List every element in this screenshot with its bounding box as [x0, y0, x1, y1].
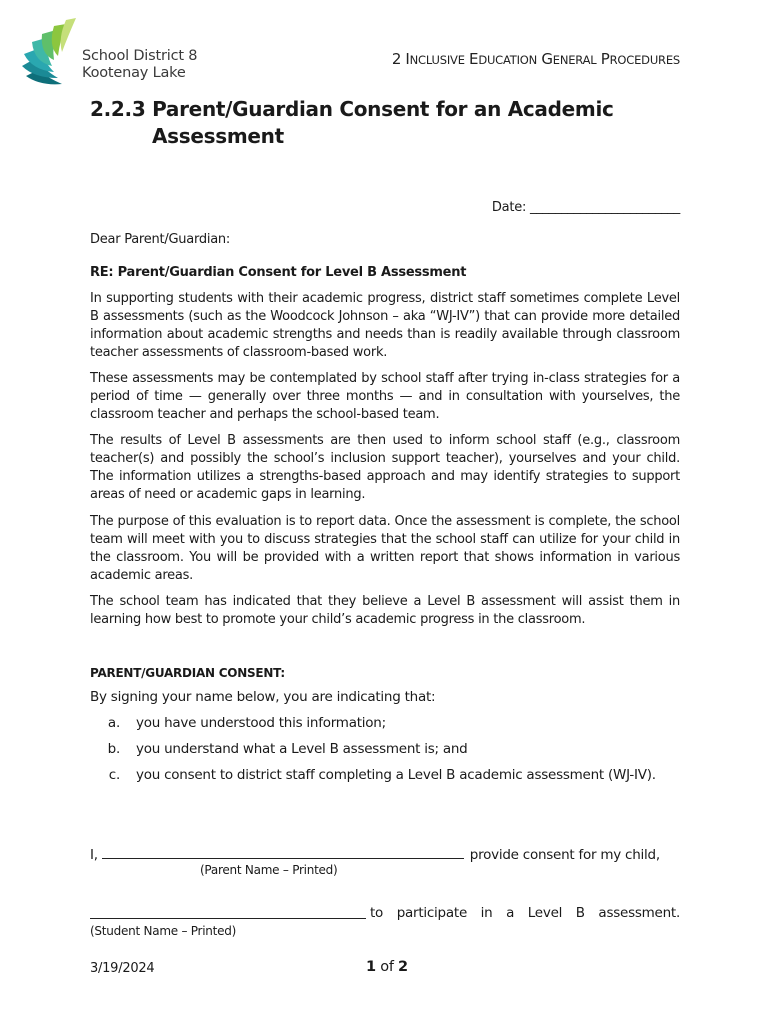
list-marker: b.: [107, 741, 120, 757]
section-title: [392, 50, 680, 68]
parent-name-field[interactable]: [102, 844, 464, 859]
page-of: of: [380, 959, 394, 975]
org-line-2: Kootenay Lake: [82, 65, 186, 81]
title-line-1: 2.2.3 Parent/Guardian Consent for an Academic: [90, 97, 614, 121]
paragraph-2: These assessments may be contemplated by school staff after trying in-class strategies for a period of time — generally over three months — and in consultation with yourselves, the classroom teacher and perhaps the school-based team.: [90, 371, 680, 422]
parent-signature-row: [90, 844, 680, 864]
sig2-suffix: to participate in a Level B assessment.: [370, 905, 680, 921]
list-item: [90, 740, 656, 766]
list-item: [90, 766, 656, 792]
organization-name: [82, 48, 197, 82]
paragraph-3: The results of Level B assessments are then used to inform school staff (e.g., classroom teacher(s) and possibly the school’s inclusion support teacher), yourselves and your child. The information utilizes a strengths-based approach and may identify strategies to support areas of need or academic gaps in learning.: [90, 433, 680, 502]
org-line-1: School District 8: [82, 48, 198, 64]
list-item: [90, 714, 656, 740]
page-total: 2: [398, 959, 408, 975]
document-title: [90, 96, 690, 150]
consent-intro: By signing your name below, you are indicating that:: [90, 689, 436, 705]
paragraph-1: In supporting students with their academic progress, district staff sometimes complete Level B assessments (such as the Woodcock Johnson – aka “WJ-IV”) that can provide more detailed information about academic strengths and needs than is readily available through classroom teacher assessments of classroom-based work.: [90, 291, 680, 360]
sig1-prefix: I,: [90, 847, 98, 863]
section-title-text: 2 INCLUSIVE EDUCATION GENERAL PROCEDURES: [391, 50, 680, 68]
paragraph-5: The school team has indicated that they believe a Level B assessment will assist them in learning how best to promote your child’s academic progress in the classroom.: [90, 594, 680, 627]
student-name-caption: (Student Name – Printed): [90, 924, 237, 938]
student-name-field[interactable]: [90, 904, 366, 919]
list-item-text: you consent to district staff completing a Level B academic assessment (WJ-IV).: [136, 767, 656, 783]
re-line: RE: Parent/Guardian Consent for Level B Assessment: [90, 265, 467, 280]
consent-heading: PARENT/GUARDIAN CONSENT:: [90, 666, 285, 680]
list-marker: a.: [107, 715, 120, 731]
title-line-2: Assessment: [152, 124, 284, 148]
list-item-text: you have understood this information;: [136, 715, 386, 731]
paragraph-4: The purpose of this evaluation is to report data. Once the assessment is complete, the school team will meet with you to discuss strategies that the school staff can utilize for your child in the classroom. You will be provided with a written report that shows information in various academic areas.: [90, 514, 680, 583]
page-current: 1: [366, 959, 376, 975]
student-signature-row: [90, 904, 680, 924]
salutation: Dear Parent/Guardian:: [90, 232, 231, 247]
consent-list: [90, 714, 656, 792]
district-logo-icon: [18, 12, 84, 92]
footer-date: 3/19/2024: [90, 961, 155, 976]
date-field[interactable]: Date: ________________________: [491, 200, 680, 215]
page-number: [366, 958, 408, 976]
parent-name-caption: (Parent Name – Printed): [200, 863, 338, 877]
list-item-text: you understand what a Level B assessment is; and: [136, 741, 468, 757]
list-marker: c.: [108, 767, 120, 783]
sig1-suffix: provide consent for my child,: [469, 847, 660, 863]
